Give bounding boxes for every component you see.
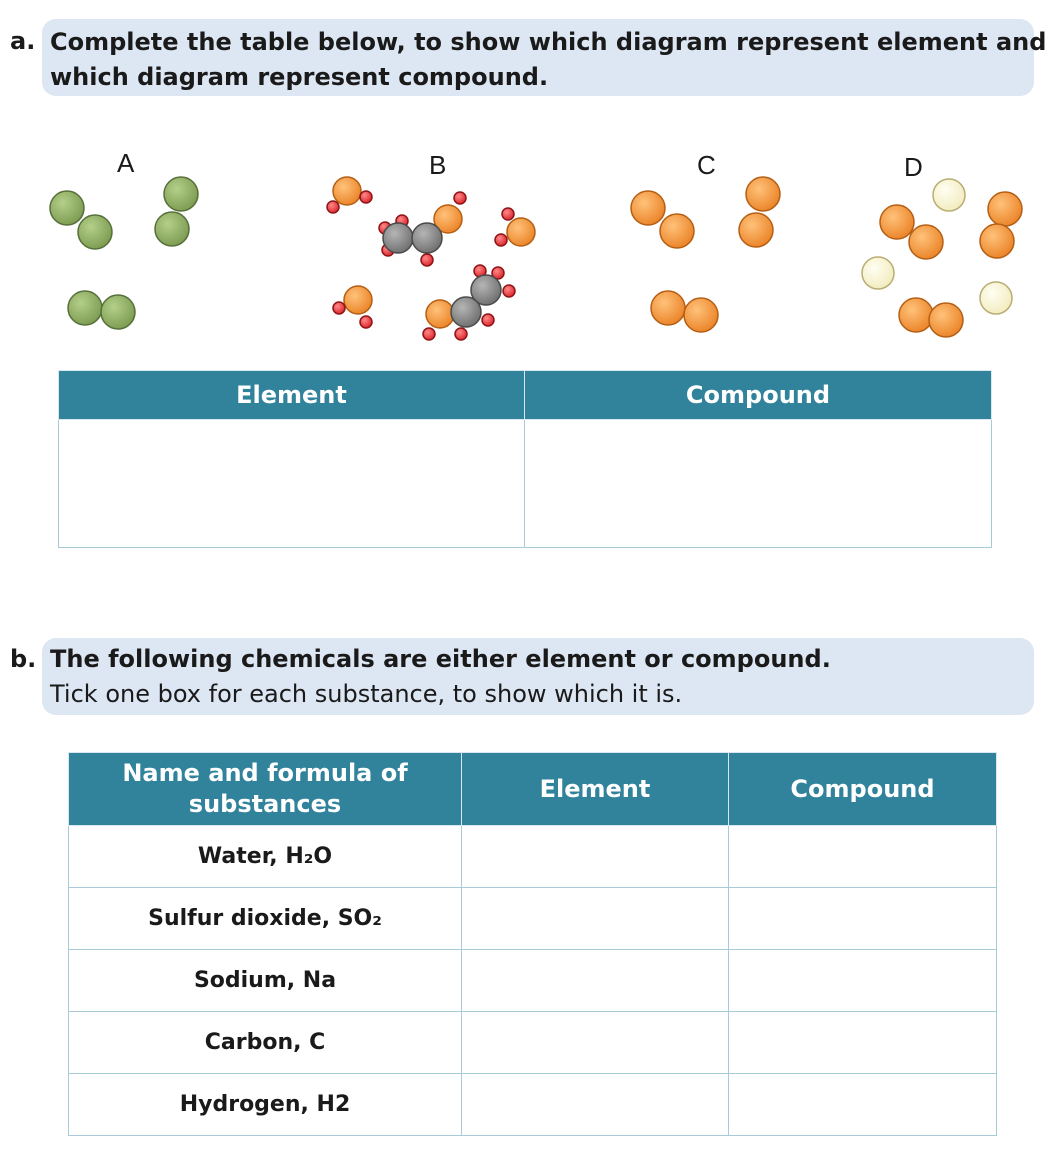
table-a-header-compound: Compound [525,371,992,420]
element-tick-box[interactable] [462,950,729,1012]
particle-diagrams [0,0,1061,360]
question-b-line-2: Tick one box for each substance, to show which it is. [50,680,683,708]
table-b-header-compound: Compound [729,753,997,826]
question-a-letter: a. [10,27,36,55]
molecule-orange-red-b3 [333,286,372,328]
molecule-orange-c3 [651,291,718,332]
compound-answer-cell[interactable] [525,420,992,548]
diagram-label-d: D [904,152,923,182]
diagram-d [862,179,1022,337]
molecule-orange-c1 [631,191,694,248]
diagram-label-c: C [697,150,716,180]
compound-tick-box[interactable] [729,1012,997,1074]
molecule-green-a2 [155,177,198,246]
compound-tick-box[interactable] [729,888,997,950]
table-a-header-element: Element [59,371,525,420]
diagram-label-a: A [117,148,135,178]
molecule-orange-d6 [899,298,963,337]
substance-name: Hydrogen, H2 [69,1074,462,1136]
molecule-green-a1 [50,191,112,249]
element-tick-box[interactable] [462,1074,729,1136]
substance-name: Sulfur dioxide, SO₂ [69,888,462,950]
molecule-orange-c2 [739,177,780,247]
table-b-header-element: Element [462,753,729,826]
diagram-b [327,177,535,340]
element-answer-cell[interactable] [59,420,525,548]
diagram-c [631,177,780,332]
table-row [69,826,997,888]
molecule-orange-red-b1 [327,177,372,213]
question-b-letter: b. [10,645,37,673]
question-a-line-2: which diagram represent compound. [50,63,549,91]
substance-name: Carbon, C [69,1012,462,1074]
atom-cream-d2 [862,257,894,289]
question-b-text [50,642,831,712]
substance-tick-table [68,752,997,1136]
molecule-grey-chain-b5 [423,265,515,340]
substance-name: Sodium, Na [69,950,462,1012]
table-b-header-name: Name and formula of substances [69,753,462,826]
atom-cream-d1 [933,179,965,211]
compound-tick-box[interactable] [729,1074,997,1136]
molecule-grey-chain-b4 [379,192,466,266]
table-row [59,420,992,548]
atom-cream-d3 [980,282,1012,314]
molecule-orange-d5 [980,192,1022,258]
compound-tick-box[interactable] [729,950,997,1012]
diagram-label-b: B [429,150,447,180]
substance-name: Water, H₂O [69,826,462,888]
diagram-a [50,177,198,329]
table-row [69,1012,997,1074]
compound-tick-box[interactable] [729,826,997,888]
molecule-orange-d4 [880,205,943,259]
question-a-line-1: Complete the table below, to show which diagram represent element and [50,28,1047,56]
table-row [69,888,997,950]
element-tick-box[interactable] [462,1012,729,1074]
element-compound-table [58,370,992,548]
molecule-green-a3 [68,291,135,329]
table-row [69,950,997,1012]
table-a-header-row [59,371,992,420]
element-tick-box[interactable] [462,888,729,950]
question-b-line-1: The following chemicals are either element or compound. [50,645,831,673]
table-b-header-row [69,753,997,826]
element-tick-box[interactable] [462,826,729,888]
molecule-orange-red-b2 [495,208,535,246]
table-row [69,1074,997,1136]
